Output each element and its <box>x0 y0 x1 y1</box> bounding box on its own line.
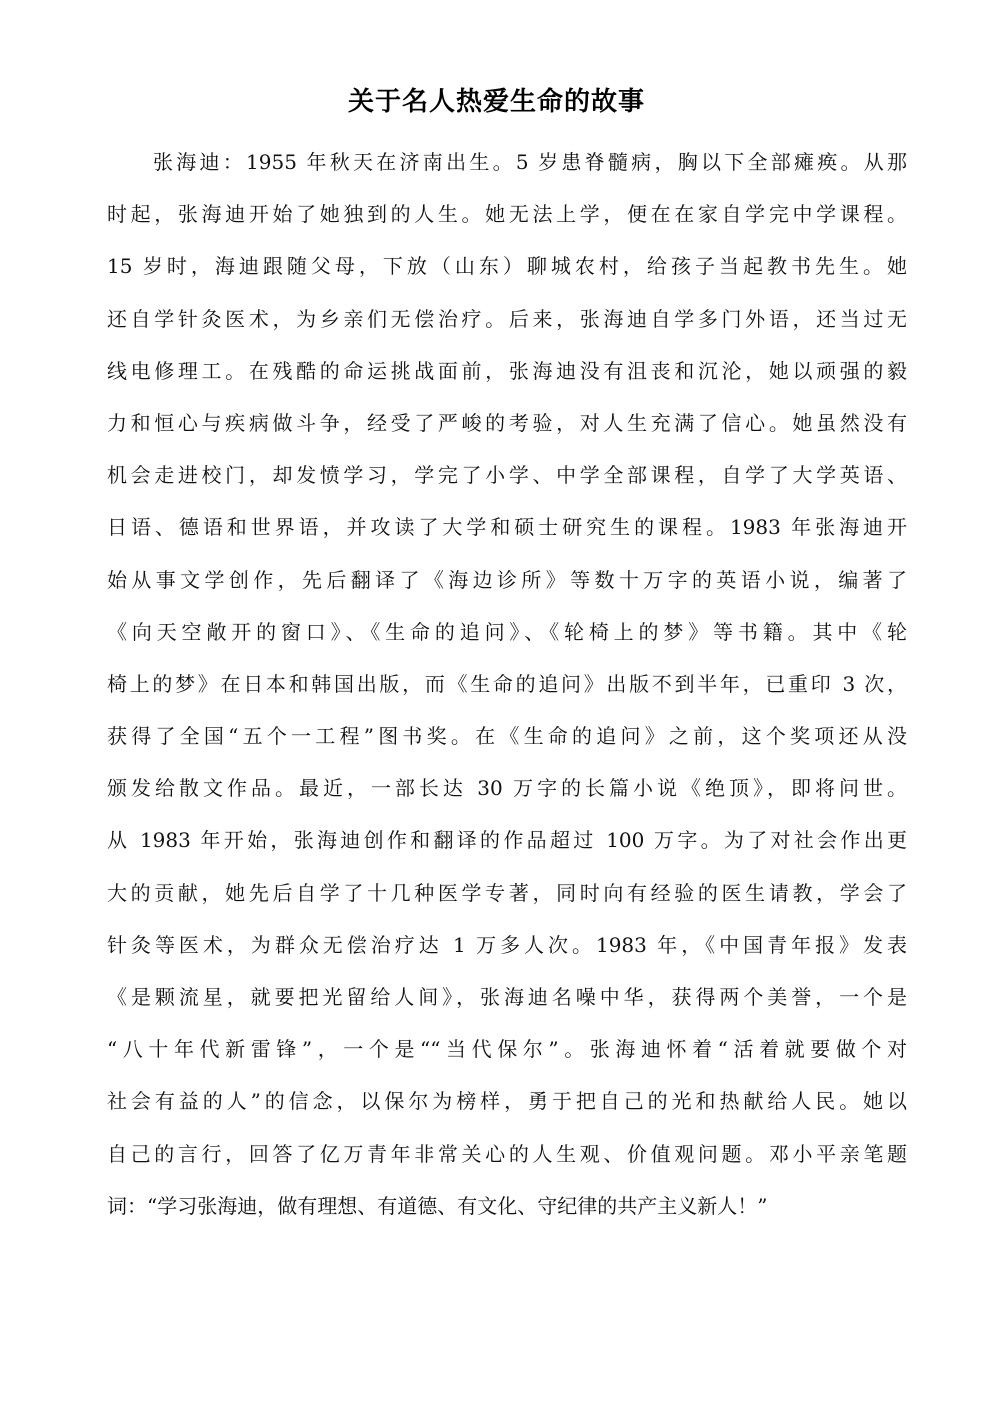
body-line: 社会有益的人”的信念，以保尔为榜样，勇于把自己的光和热献给人民。她以 <box>107 1089 907 1114</box>
body-line: 还自学针灸医术，为乡亲们无偿治疗。后来，张海迪自学多门外语，还当过无 <box>107 306 907 331</box>
body-line: 从 1983 年开始，张海迪创作和翻译的作品超过 100 万字。为了对社会作出更 <box>107 828 907 853</box>
body-line: 张海迪：1955 年秋天在济南出生。5 岁患脊髓病，胸以下全部瘫痪。从那 <box>153 150 907 174</box>
body-line: 获得了全国“五个一工程”图书奖。在《生命的追问》之前，这个奖项还从没 <box>107 724 907 749</box>
body-line: 《是颗流星，就要把光留给人间》，张海迪名噪中华，获得两个美誉，一个是 <box>107 985 907 1009</box>
body-line: 线电修理工。在残酷的命运挑战面前，张海迪没有沮丧和沉沦，她以顽强的毅 <box>107 358 907 383</box>
body-line: 针灸等医术，为群众无偿治疗达 1 万多人次。1983 年，《中国青年报》发表 <box>107 932 907 957</box>
body-line: 自己的言行，回答了亿万青年非常关心的人生观、价值观问题。邓小平亲笔题 <box>107 1141 907 1166</box>
body-line: 颁发给散文作品。最近，一部长达 30 万字的长篇小说《绝顶》，即将问世。 <box>107 776 907 801</box>
body-line: 日语、德语和世界语，并攻读了大学和硕士研究生的课程。1983 年张海迪开 <box>107 515 907 540</box>
body-line: 《向天空敞开的窗口》、《生命的追问》、《轮椅上的梦》等书籍。其中《轮 <box>107 619 907 644</box>
body-line: 椅上的梦》在日本和韩国出版，而《生命的追问》出版不到半年，已重印 3 次， <box>107 671 907 696</box>
body-line: 机会走进校门，却发愤学习，学完了小学、中学全部课程，自学了大学英语、 <box>107 463 907 488</box>
document-title: 关于名人热爱生命的故事 <box>347 87 645 117</box>
body-line: “八十年代新雷锋”，一个是““当代保尔”。张海迪怀着“活着就要做个对 <box>107 1037 907 1062</box>
body-line: 时起，张海迪开始了她独到的人生。她无法上学，便在在家自学完中学课程。 <box>107 202 907 227</box>
body-line: 始从事文学创作，先后翻译了《海边诊所》等数十万字的英语小说，编著了 <box>107 567 907 592</box>
body-line: 大的贡献，她先后自学了十几种医学专著，同时向有经验的医生请教，学会了 <box>107 880 907 905</box>
document-body <box>107 136 907 1232</box>
body-line: 力和恒心与疾病做斗争，经受了严峻的考验，对人生充满了信心。她虽然没有 <box>107 410 907 435</box>
body-line: 词：“学习张海迪，做有理想、有道德、有文化、守纪律的共产主义新人！” <box>107 1193 768 1218</box>
body-line: 15 岁时，海迪跟随父母，下放（山东）聊城农村，给孩子当起教书先生。她 <box>107 254 907 279</box>
